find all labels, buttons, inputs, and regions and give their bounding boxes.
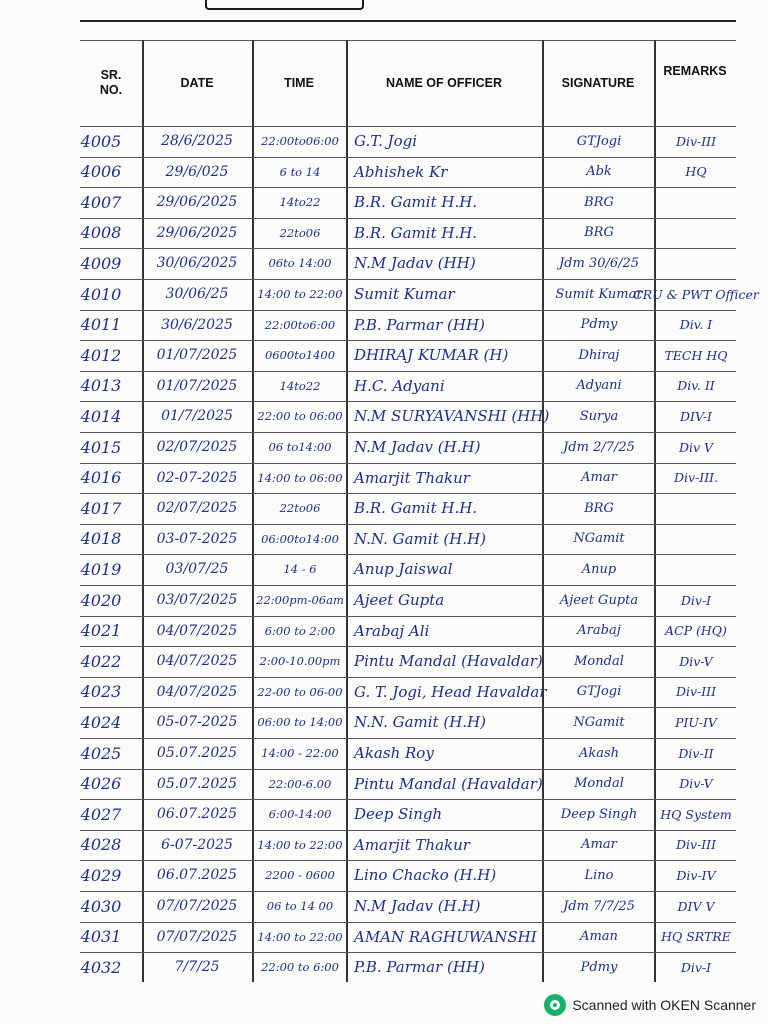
- signature-cell: Abk: [586, 164, 612, 180]
- sr-no-cell: 4025: [80, 743, 122, 763]
- signature-cell: Jdm 30/6/25: [558, 255, 640, 271]
- date-cell: 05.07.2025: [156, 745, 238, 761]
- date-cell: 03-07-2025: [156, 530, 238, 547]
- remarks-cell: Div-I: [680, 959, 712, 975]
- header-remarks: REMARKS: [663, 63, 727, 78]
- officer-name-cell: Lino Chacko (H.H): [354, 866, 497, 885]
- officer-name-cell: G. T. Jogi, Head Havaldar: [354, 682, 547, 701]
- remarks-cell: Div-V: [679, 776, 713, 792]
- time-cell: 14:00 to 06:00: [257, 470, 343, 485]
- sr-no-cell: 4006: [80, 162, 122, 182]
- table-row: [80, 554, 736, 584]
- signature-cell: Jdm 2/7/25: [563, 439, 635, 455]
- table-row: [80, 646, 736, 676]
- officer-name-cell: Deep Singh: [354, 805, 443, 824]
- officer-name-cell: Sumit Kumar: [354, 285, 455, 303]
- signature-cell: Dhiraj: [578, 347, 620, 363]
- officer-name-cell: N.M Jadav (HH): [354, 254, 476, 273]
- date-cell: 01/07/2025: [156, 347, 238, 364]
- table-row: [80, 738, 736, 768]
- sr-no-cell: 4011: [80, 315, 122, 335]
- sr-no-cell: 4022: [80, 651, 122, 671]
- sr-no-cell: 4009: [80, 253, 122, 273]
- time-cell: 22:00pm-06am: [256, 593, 344, 607]
- signature-cell: Pdmy: [580, 317, 618, 333]
- officer-name-cell: N.N. Gamit (H.H): [354, 529, 487, 548]
- date-cell: 07/07/2025: [156, 928, 238, 945]
- sr-no-cell: 4005: [80, 131, 122, 151]
- table-row: [80, 157, 736, 187]
- officer-name-cell: Pintu Mandal (Havaldar): [354, 652, 543, 671]
- time-cell: 06:00to14:00: [261, 531, 339, 546]
- table-row: [80, 707, 736, 737]
- officer-name-cell: N.M Jadav (H.H): [354, 897, 481, 915]
- table-row: [80, 891, 736, 921]
- date-cell: 01/07/2025: [156, 377, 238, 394]
- remarks-cell: [656, 493, 736, 523]
- sr-no-cell: 4015: [80, 437, 122, 457]
- time-cell: 2:00-10.00pm: [259, 654, 341, 669]
- remarks-cell: Div-III: [675, 684, 717, 700]
- remarks-cell: [656, 248, 736, 278]
- remarks-cell: CRU & PWT Officer: [633, 286, 759, 302]
- time-cell: 22:00 to 06:00: [257, 409, 343, 424]
- table-row: [80, 187, 736, 217]
- remarks-cell: PIU-IV: [675, 714, 717, 730]
- officer-name-cell: P.B. Parmar (HH): [354, 315, 485, 334]
- sr-no-cell: 4012: [80, 345, 122, 365]
- officer-name-cell: N.M SURYAVANSHI (HH): [354, 407, 550, 426]
- sr-no-cell: 4032: [80, 957, 122, 977]
- table-row: [80, 401, 736, 431]
- time-cell: 22to06: [279, 501, 321, 516]
- officer-name-cell: B.R. Gamit H.H.: [354, 499, 478, 518]
- signature-cell: Amar: [581, 470, 617, 486]
- register-table: [80, 40, 759, 982]
- date-cell: 07/07/2025: [156, 898, 238, 914]
- sr-no-cell: 4007: [80, 192, 122, 212]
- date-cell: 05-07-2025: [156, 714, 238, 731]
- sr-no-cell: 4026: [80, 774, 122, 794]
- date-cell: 29/6/025: [165, 163, 229, 180]
- signature-cell: Adyani: [576, 378, 622, 394]
- remarks-cell: Div-IV: [676, 867, 716, 883]
- scanner-watermark: [544, 994, 756, 1016]
- time-cell: 2200 - 0600: [265, 868, 335, 883]
- remarks-cell: Div-I: [680, 592, 712, 608]
- signature-cell: NGamit: [573, 531, 625, 547]
- officer-name-cell: Pintu Mandal (Havaldar): [354, 774, 543, 793]
- signature-cell: GTJogi: [576, 684, 622, 700]
- header-time: TIME: [284, 75, 314, 90]
- sr-no-cell: 4030: [80, 896, 122, 916]
- signature-cell: Amar: [581, 837, 617, 853]
- officer-name-cell: P.B. Parmar (HH): [354, 958, 485, 977]
- signature-cell: Lino: [584, 867, 614, 883]
- signature-cell: Akash: [578, 745, 620, 761]
- signature-cell: BRG: [584, 500, 614, 516]
- signature-cell: Arabaj: [577, 623, 621, 639]
- time-cell: 14:00 to 22:00: [257, 287, 343, 301]
- date-cell: 02/07/2025: [156, 439, 238, 455]
- remarks-cell: TECH HQ: [664, 347, 728, 363]
- remarks-cell: Div-III.: [673, 470, 719, 486]
- officer-name-cell: Ajeet Gupta: [354, 591, 445, 609]
- date-cell: 30/06/2025: [156, 255, 238, 272]
- officer-name-cell: Amarjit Thakur: [354, 468, 470, 487]
- signature-cell: Deep Singh: [560, 806, 638, 822]
- date-cell: 02-07-2025: [156, 469, 238, 486]
- date-cell: 7/7/25: [174, 959, 220, 976]
- time-cell: 06to 14:00: [268, 256, 332, 271]
- table-row: [80, 830, 736, 860]
- officer-name-cell: H.C. Adyani: [354, 376, 445, 395]
- officer-name-cell: AMAN RAGHUWANSHI: [354, 927, 537, 946]
- sr-no-cell: 4017: [80, 498, 122, 518]
- time-cell: 6:00-14:00: [268, 807, 332, 822]
- signature-cell: Ajeet Gupta: [559, 592, 639, 608]
- date-cell: 01/7/2025: [161, 408, 233, 425]
- signature-cell: Jdm 7/7/25: [563, 898, 635, 914]
- sr-no-cell: 4014: [80, 406, 122, 426]
- time-cell: 22:00to06:00: [261, 134, 339, 148]
- remarks-cell: DIV V: [677, 898, 715, 914]
- signature-cell: Mondal: [574, 776, 624, 792]
- table-row: [80, 860, 736, 890]
- sr-no-cell: 4023: [80, 682, 122, 702]
- scanner-text: Scanned with OKEN Scanner: [572, 997, 756, 1013]
- officer-name-cell: Arabaj Ali: [354, 621, 430, 640]
- sr-no-cell: 4024: [80, 712, 122, 732]
- sr-no-cell: 4010: [80, 284, 122, 304]
- remarks-cell: ACP (HQ): [665, 623, 727, 639]
- signature-cell: BRG: [584, 194, 614, 210]
- scanner-logo-icon: [544, 994, 566, 1016]
- table-row: [80, 463, 736, 493]
- table-row: [80, 677, 736, 707]
- time-cell: 06 to 14 00: [266, 899, 334, 913]
- date-cell: 6-07-2025: [161, 836, 233, 853]
- remarks-cell: HQ: [685, 164, 707, 180]
- date-cell: 03/07/25: [165, 561, 229, 578]
- time-cell: 14:00 to 22:00: [257, 837, 343, 852]
- officer-name-cell: Amarjit Thakur: [354, 835, 470, 854]
- sr-no-cell: 4031: [80, 927, 122, 947]
- sr-no-cell: 4021: [80, 621, 122, 641]
- time-cell: 14to22: [279, 378, 321, 393]
- signature-cell: GTJogi: [576, 133, 622, 149]
- date-cell: 29/06/2025: [156, 194, 238, 211]
- signature-cell: Pdmy: [580, 959, 618, 975]
- remarks-cell: Div V: [678, 439, 714, 455]
- date-cell: 04/07/2025: [156, 653, 238, 670]
- table-row: [80, 248, 736, 278]
- remarks-cell: Div-V: [679, 653, 713, 669]
- date-cell: 06.07.2025: [156, 806, 238, 823]
- table-row: [80, 616, 736, 646]
- date-cell: 30/6/2025: [161, 316, 233, 333]
- sr-no-cell: 4013: [80, 376, 122, 396]
- table-row: [80, 769, 736, 799]
- time-cell: 14 - 6: [283, 562, 317, 577]
- remarks-cell: Div-II: [678, 745, 714, 761]
- date-cell: 04/07/2025: [156, 683, 238, 700]
- table-row: [80, 310, 736, 340]
- sr-no-cell: 4020: [80, 590, 122, 610]
- signature-cell: Anup: [581, 561, 617, 577]
- sr-no-cell: 4016: [80, 468, 122, 488]
- table-row: [80, 585, 736, 615]
- signature-cell: Surya: [579, 408, 619, 424]
- remarks-cell: [656, 187, 736, 217]
- time-cell: 0600to1400: [264, 348, 336, 363]
- table-row: [80, 218, 736, 248]
- remarks-cell: Div. I: [679, 317, 713, 333]
- remarks-cell: [656, 554, 736, 584]
- time-cell: 22-00 to 06-00: [257, 684, 343, 699]
- sr-no-cell: 4028: [80, 835, 122, 855]
- date-cell: 03/07/2025: [156, 592, 238, 608]
- officer-name-cell: DHIRAJ KUMAR (H): [354, 346, 509, 365]
- date-cell: 02/07/2025: [156, 500, 238, 517]
- remarks-cell: DIV-I: [679, 408, 712, 424]
- officer-name-cell: Abhishek Kr: [354, 162, 448, 181]
- header-date: DATE: [180, 75, 214, 90]
- time-cell: 22:00-6.00: [268, 776, 332, 791]
- table-row: [80, 126, 736, 156]
- table-row: [80, 279, 759, 309]
- signature-cell: NGamit: [573, 714, 625, 730]
- table-row: [80, 524, 736, 554]
- table-row: [80, 493, 736, 523]
- table-row: [80, 371, 736, 401]
- officer-name-cell: N.M Jadav (H.H): [354, 438, 481, 456]
- signature-cell: BRG: [584, 225, 614, 241]
- date-cell: 29/06/2025: [156, 224, 238, 241]
- sr-no-cell: 4018: [80, 529, 122, 549]
- time-cell: 6:00 to 2:00: [264, 623, 336, 638]
- table-row: [80, 340, 736, 370]
- date-cell: 28/6/2025: [161, 133, 233, 149]
- header-name-of-officer: NAME OF OFFICER: [386, 75, 502, 90]
- time-cell: 14:00 - 22:00: [261, 746, 339, 760]
- time-cell: 06 to14:00: [268, 440, 332, 454]
- table-row: [80, 799, 736, 829]
- time-cell: 22to06: [279, 225, 321, 240]
- time-cell: 6 to 14: [279, 164, 321, 179]
- sr-no-cell: 4019: [80, 559, 122, 579]
- table-row: [80, 432, 736, 462]
- date-cell: 04/07/2025: [156, 622, 238, 639]
- officer-name-cell: N.N. Gamit (H.H): [354, 713, 487, 732]
- remarks-cell: HQ System: [660, 806, 732, 822]
- time-cell: 22:00 to 6:00: [261, 960, 339, 975]
- date-cell: 06.07.2025: [156, 867, 238, 884]
- sr-no-cell: 4029: [80, 865, 122, 885]
- remarks-cell: [656, 524, 736, 554]
- time-cell: 14to22: [279, 195, 321, 210]
- top-rule: [80, 20, 736, 22]
- remarks-cell: HQ SRTRE: [661, 929, 731, 945]
- time-cell: 22:00to6:00: [264, 317, 336, 332]
- date-cell: 05.07.2025: [156, 775, 238, 792]
- remarks-cell: Div-III: [675, 837, 717, 853]
- sr-no-cell: 4027: [80, 804, 122, 824]
- header-signature: SIGNATURE: [561, 75, 635, 90]
- time-cell: 06:00 to 14:00: [257, 715, 343, 730]
- remarks-cell: [656, 218, 736, 248]
- officer-name-cell: B.R. Gamit H.H.: [354, 193, 478, 212]
- date-cell: 30/06/25: [165, 286, 229, 302]
- register-title-box: [205, 0, 364, 10]
- officer-name-cell: B.R. Gamit H.H.: [354, 223, 478, 242]
- remarks-cell: Div. II: [677, 378, 715, 394]
- table-row: [80, 922, 736, 952]
- signature-cell: Sumit Kumar: [555, 286, 643, 302]
- officer-name-cell: Akash Roy: [354, 744, 434, 762]
- header-sr-no: SR. NO.: [99, 68, 123, 97]
- sr-no-cell: 4008: [80, 223, 122, 243]
- time-cell: 14:00 to 22:00: [257, 929, 343, 944]
- officer-name-cell: Anup Jaiswal: [354, 560, 453, 579]
- signature-cell: Aman: [580, 929, 618, 945]
- remarks-cell: Div-III: [675, 133, 717, 149]
- signature-cell: Mondal: [574, 653, 624, 669]
- officer-name-cell: G.T. Jogi: [354, 132, 417, 150]
- table-row: [80, 952, 736, 982]
